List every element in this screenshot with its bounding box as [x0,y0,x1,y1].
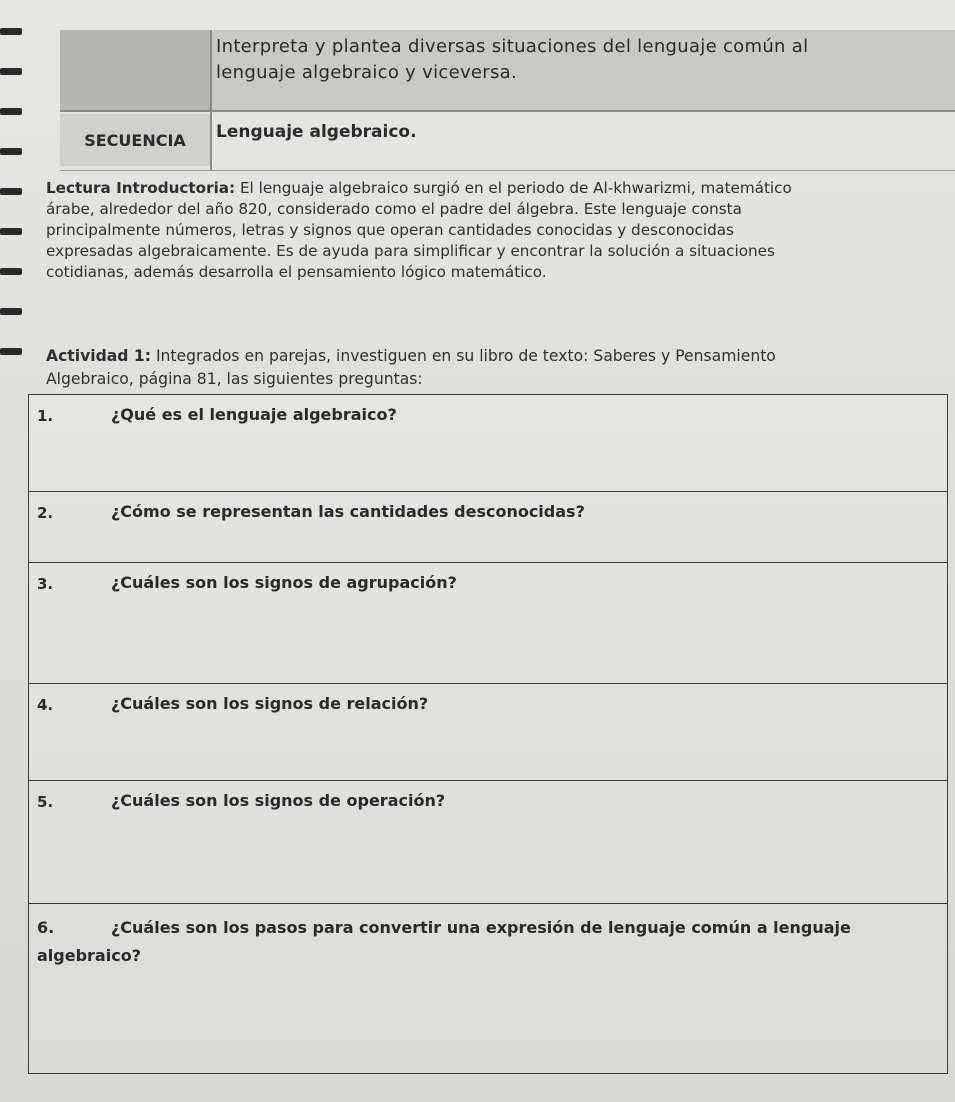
competence-label-cell [60,30,210,110]
question-text: ¿Cuáles son los signos de operación? [111,791,446,810]
question-row-6[interactable] [29,904,947,1072]
intro-line-4: expresadas algebraicamente. Es de ayuda para simplificar y encontrar la solución a situaciones [46,242,775,260]
sequence-label: SECUENCIA [60,114,210,166]
competence-line-2: lenguaje algebraico y viceversa. [216,62,518,83]
competence-line-1: Interpreta y plantea diversas situaciones del lenguaje común al [216,36,809,57]
question-text [37,914,937,970]
question-number: 4. [37,696,54,714]
question-number: 5. [37,793,54,811]
question-6-text: ¿Cuáles son los pasos para convertir una expresión de lenguaje común a lenguaje algebraico? [37,918,851,965]
question-row-5[interactable] [29,781,947,904]
question-row-3[interactable] [29,563,947,684]
header-bottom-rule [60,170,955,171]
question-number: 6. [37,918,55,937]
spiral-binding [0,20,24,380]
question-text: ¿Qué es el lenguaje algebraico? [111,405,397,424]
header-divider [210,30,212,170]
intro-line-5: cotidianas, además desarrolla el pensamiento lógico matemático. [46,263,547,281]
activity-instructions [46,345,951,391]
question-number: 2. [37,504,54,522]
intro-paragraph [46,178,951,283]
competence-text [216,34,936,86]
question-text: ¿Cuáles son los signos de relación? [111,694,429,713]
question-number: 1. [37,407,54,425]
activity-line-1: Integrados en parejas, investiguen en su libro de texto: Saberes y Pensamiento [150,347,776,365]
questions-table [28,394,948,1074]
intro-label: Lectura Introductoria: [46,179,236,197]
header-table [60,30,955,160]
intro-line-2: árabe, alrededor del año 820, considerado como el padre del álgebra. Este lenguaje consta [46,200,742,218]
question-row-2[interactable] [29,492,947,563]
question-row-1[interactable] [29,395,947,492]
activity-line-2: Algebraico, página 81, las siguientes preguntas: [46,370,423,388]
question-text: ¿Cómo se representan las cantidades desconocidas? [111,502,585,521]
intro-line-3: principalmente números, letras y signos que operan cantidades conocidas y desconocidas [46,221,734,239]
sequence-title: Lenguaje algebraico. [216,122,417,142]
question-number: 3. [37,575,54,593]
question-text: ¿Cuáles son los signos de agrupación? [111,573,457,592]
intro-line-1: El lenguaje algebraico surgió en el periodo de Al-khwarizmi, matemático [235,179,792,197]
question-row-4[interactable] [29,684,947,781]
activity-label: Actividad 1: [46,347,151,365]
